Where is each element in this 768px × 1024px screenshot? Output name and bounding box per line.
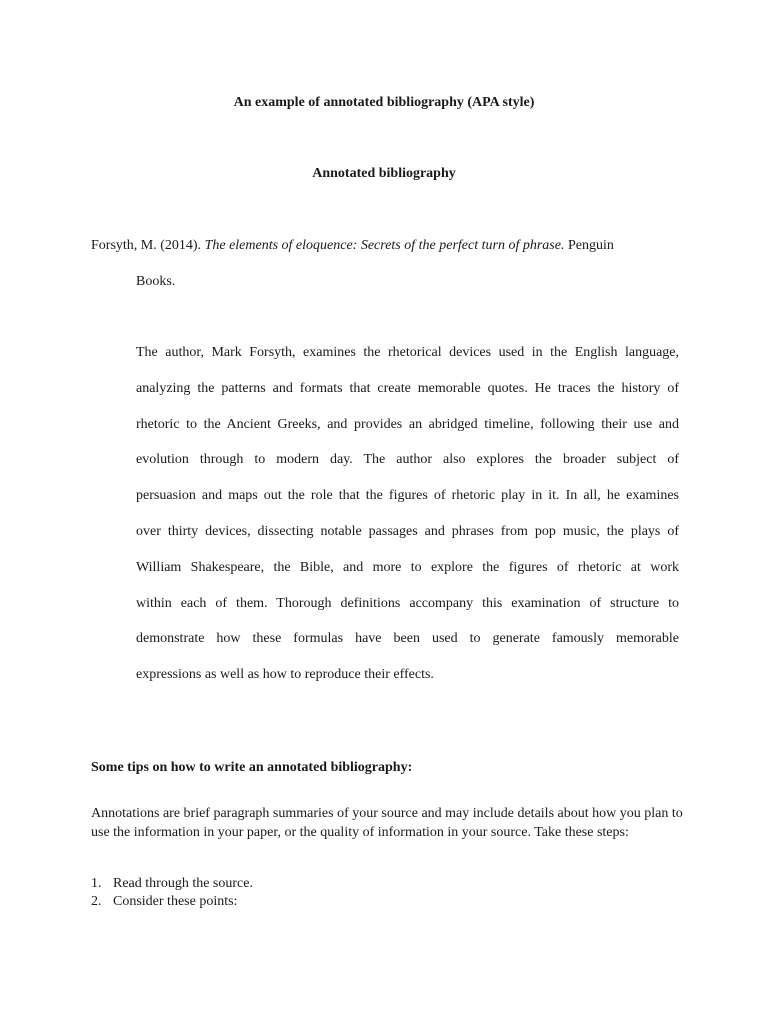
annotation-line: expressions as well as how to reproduce their effects.: [136, 667, 434, 683]
annotation-line: persuasion and maps out the role that the figures of rhetoric play in it. In all, he examines: [136, 488, 679, 504]
steps-list: [91, 875, 253, 911]
annotation-line: The author, Mark Forsyth, examines the rhetorical devices used in the English language,: [136, 345, 679, 360]
annotation-line: analyzing the patterns and formats that create memorable quotes. He traces the history of: [136, 380, 679, 396]
citation-publisher: Penguin: [564, 238, 614, 253]
citation-publisher-continued: Books.: [136, 274, 176, 289]
list-item-text: Read through the source.: [113, 876, 253, 891]
citation-entry: [91, 228, 679, 300]
section-title: Annotated bibliography: [312, 166, 456, 181]
annotation-line: William Shakespeare, the Bible, and more to explore the figures of rhetoric at work: [136, 559, 679, 575]
list-item: [91, 875, 253, 893]
list-number: 2.: [91, 894, 102, 909]
tips-intro: Annotations are brief paragraph summaries of your source and may include details about how you plan to use the information in your paper, or the quality of information in your source. Take these steps:: [91, 806, 683, 840]
annotation-paragraph: [136, 335, 679, 693]
list-item-text: Consider these points:: [113, 894, 238, 909]
annotation-line: rhetoric to the Ancient Greeks, and provides an abridged timeline, following their use and: [136, 416, 679, 432]
annotation-line: within each of them. Thorough definitions accompany this examination of structure to: [136, 595, 679, 611]
citation-work-title: The elements of eloquence: Secrets of the perfect turn of phrase.: [204, 238, 565, 253]
list-item: [91, 893, 253, 911]
tips-heading: Some tips on how to write an annotated bibliography:: [91, 760, 413, 775]
annotation-line: evolution through to modern day. The author also explores the broader subject of: [136, 452, 679, 468]
document-title: An example of annotated bibliography (APA style): [233, 95, 535, 110]
citation-author-date: Forsyth, M. (2014).: [91, 238, 205, 253]
list-number: 1.: [91, 876, 102, 891]
annotation-line: demonstrate how these formulas have been used to generate famously memorable: [136, 631, 679, 647]
annotation-line: over thirty devices, dissecting notable passages and phrases from pop music, the plays of: [136, 523, 679, 539]
